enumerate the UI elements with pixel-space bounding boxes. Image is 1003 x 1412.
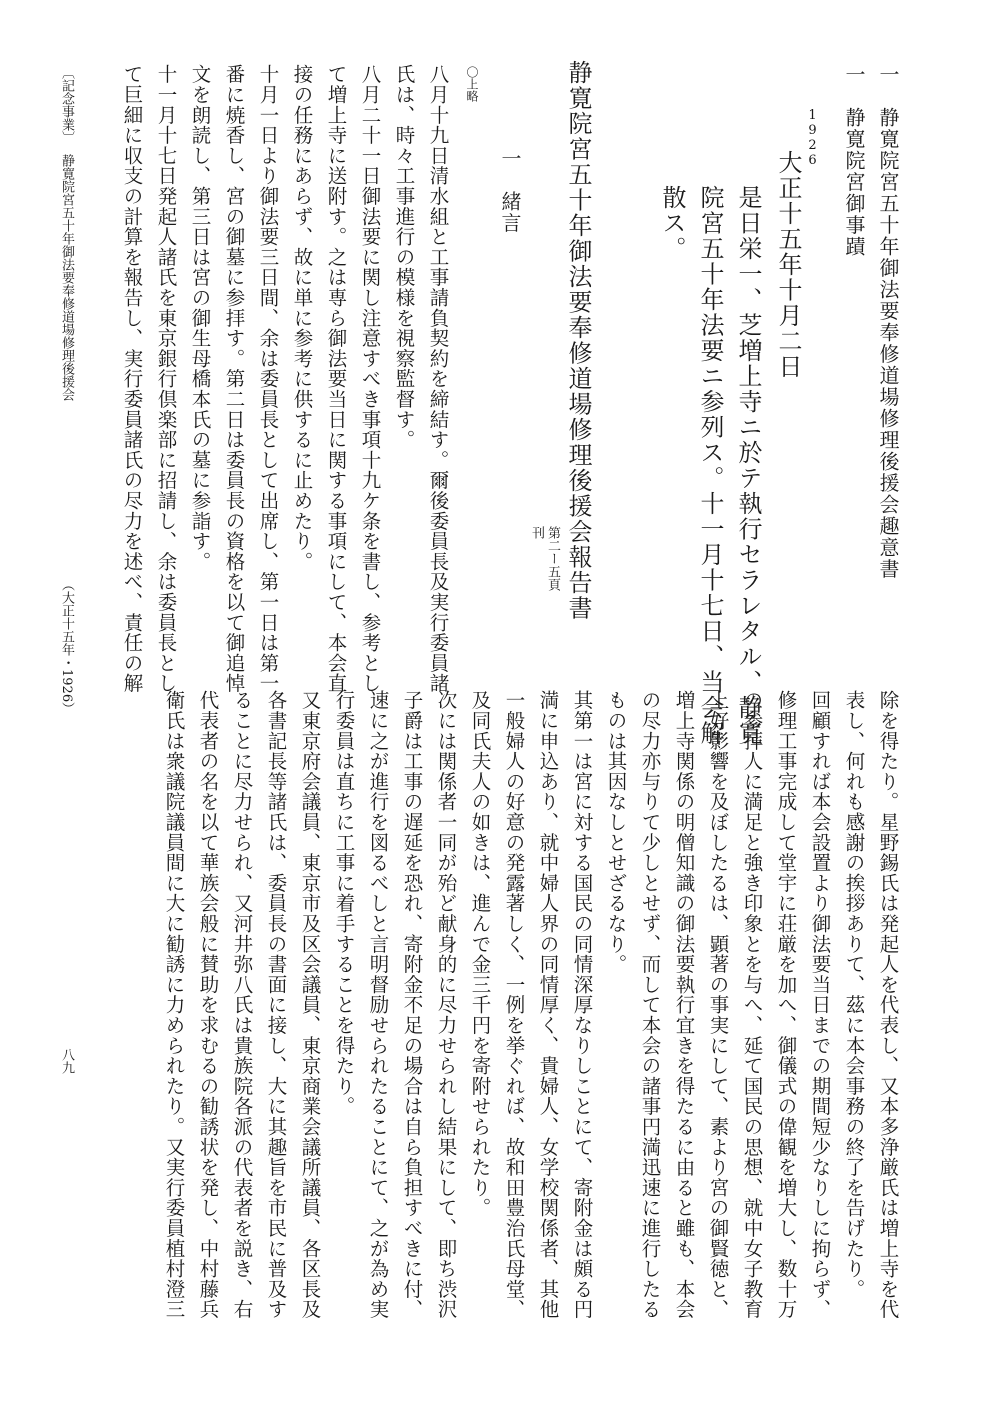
page-number: 八九 xyxy=(59,1048,74,1074)
body-line: 氏は、時々工事進行の模様を視察監督す。 xyxy=(392,64,416,450)
body-line: 番に焼香し、宮の御墓に参拝す。第二日は委員長の資格を以て御追悼 xyxy=(222,64,246,694)
body-line: 表し、何れも感謝の挨拶ありて、茲に本会事務の終了を告げたり。 xyxy=(842,690,866,1299)
body-line: の尽力亦与りて少しとせず、而して本会の諸事円満迅速に進行したる xyxy=(638,690,662,1320)
body-line: 代表者の名を以て華族会般に賛助を求むるの勧誘状を発し、中村藤兵 xyxy=(196,690,220,1320)
body-line: 一般婦人の好意の発露著しく、一例を挙ぐれば、故和田豊治氏母堂、 xyxy=(502,690,526,1320)
heading-purpose-statement: 一 静寛院宮五十年御法要奉修道場修理後援会趣意書 xyxy=(876,64,900,580)
body-line: 速に之が進行を図るべしと言明督励せられたることにて、之が為め実 xyxy=(366,690,390,1320)
body-line: て増上寺に送附す。之は専ら御法要当日に関する事項にして、本会直 xyxy=(324,64,348,694)
entry-line: 院宮五十年法要ニ参列ス。十一月十七日、当会解 xyxy=(696,185,724,746)
entry-date: 大正十五年十月二日 xyxy=(774,150,802,380)
body-line: ることに尽力せられ、又河井弥八氏は貴族院各派の代表者を説き、右 xyxy=(230,690,254,1320)
body-line: 八月十九日清水組と工事請負契約を締結す。爾後委員長及実行委員諸 xyxy=(426,64,450,694)
body-line: 満に申込あり、就中婦人界の同情厚く、貴婦人、女学校関係者、其他 xyxy=(536,690,560,1320)
body-line: 衛氏は衆議院議員間に大に勧誘に力められたり。又実行委員植村澄三 xyxy=(162,690,186,1320)
body-line: 文を朗読し、第三日は宮の御生母橋本氏の墓に参詣す。 xyxy=(188,64,212,572)
footer-title: 静寛院宮五十年御法要奉修道場修理後援会 xyxy=(59,154,74,401)
body-line: 十月一日より御法要三日間、余は委員長として出席し、第一日は第一 xyxy=(256,64,280,694)
heading-imperial-deeds: 一 静寛院宮御事蹟 xyxy=(842,64,866,258)
footer-era: （大正十五年・1926） xyxy=(59,578,74,716)
body-line: 修理工事完成して堂宇に荘厳を加へ、御儀式の偉観を増大し、数十万 xyxy=(774,690,798,1320)
body-line: 除を得たり。星野錫氏は発起人を代表し、又本多浄厳氏は増上寺を代 xyxy=(876,690,900,1320)
body-line: 増上寺関係の明僧知識の御法要執行宜きを得たるに由ると雖も、本会 xyxy=(672,690,696,1320)
body-line: 又東京府会議員、東京市及区会議員、東京商業会議所議員、各区長及 xyxy=(298,690,322,1320)
body-line: 各書記長等諸氏は、委員長の書面に接し、大に其趣旨を市民に普及す xyxy=(264,690,288,1320)
body-line: 及同氏夫人の如きは、進んで金三千円を寄附せられたり。 xyxy=(468,690,492,1218)
section-heading: 一 緒言 xyxy=(498,148,522,234)
footer-category: 〔記念事業〕 xyxy=(59,66,74,144)
report-pages: 第二ー五頁 xyxy=(545,526,560,591)
body-line: ものは其因なしとせざるなり。 xyxy=(604,690,628,975)
report-title: 静寛院宮五十年御法要奉修道場修理後援会報告書 xyxy=(564,60,592,621)
body-line: 行委員は直ちに工事に着手することを得たり。 xyxy=(332,690,356,1117)
body-line: 子爵は工事の遅延を恐れ、寄附金不足の場合は自ら負担すべきに付、 xyxy=(400,690,424,1320)
omission-mark: 〇上略 xyxy=(465,66,479,102)
body-line: 上好影響を及ぼしたるは、顕著の事実にして、素より宮の御賢徳と、 xyxy=(706,690,730,1320)
body-line: 回顧すれば本会設置より御法要当日までの期間短少なりしに拘らず、 xyxy=(808,690,832,1320)
body-line: の参拝人に満足と強き印象とを与へ、延て国民の思想、就中女子教育 xyxy=(740,690,764,1320)
body-line: て巨細に収支の計算を報告し、実行委員諸氏の尽力を述べ、責任の解 xyxy=(120,64,144,694)
report-pages-prefix: 刊 xyxy=(529,526,544,539)
entry-line: 是日栄一、芝増上寺ニ於テ執行セラレタル、静寛 xyxy=(734,185,762,746)
body-line: 八月二十一日御法要に関し注意すべき事項十九ケ条を書し、参考とし xyxy=(358,64,382,694)
body-line: 接の任務にあらず、故に単に参考に供するに止めたり。 xyxy=(290,64,314,572)
body-line: 其第一は宮に対する国民の同情深厚なりしことにて、寄附金は頗る円 xyxy=(570,690,594,1320)
body-line: 十一月十七日発起人諸氏を東京銀行倶楽部に招請し、余は委員長とし xyxy=(154,64,178,694)
entry-line: 散ス。 xyxy=(658,185,686,262)
year-annotation: 1926 xyxy=(805,108,820,168)
body-line: 次には関係者一同が殆ど献身的に尽力せられし結果にして、即ち渋沢 xyxy=(434,690,458,1320)
